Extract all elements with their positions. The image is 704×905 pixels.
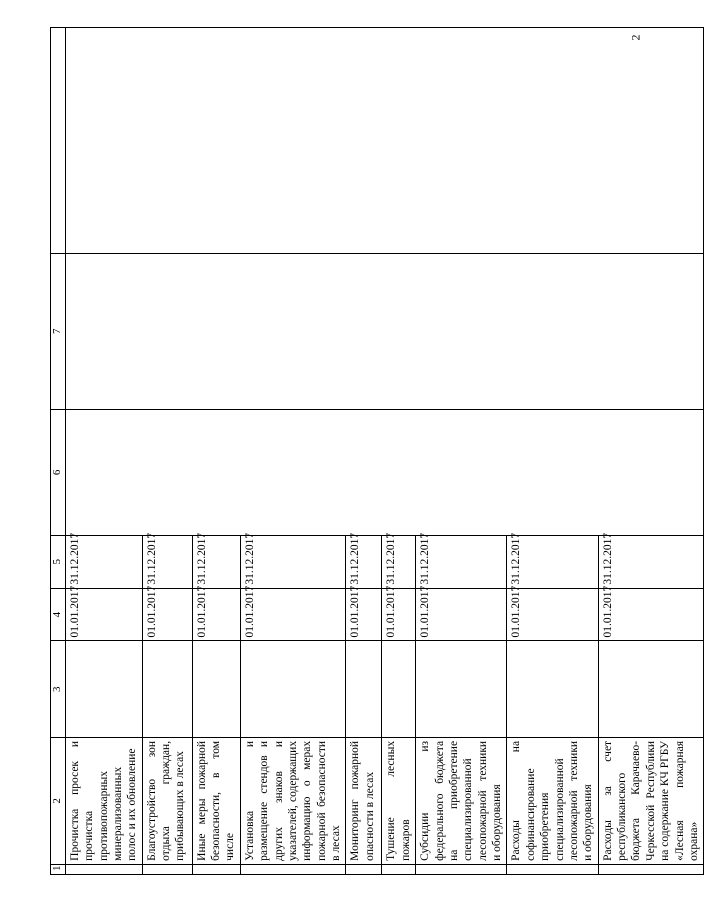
row-number-cell [416, 864, 507, 874]
end-date-cell: 31.12.2017 [192, 535, 240, 588]
row-number-cell [346, 864, 382, 874]
row-number-cell [240, 864, 346, 874]
end-date-cell: 31.12.2017 [416, 535, 507, 588]
table-row [65, 28, 142, 875]
column-header: 4 [51, 588, 66, 641]
start-date-cell: 01.01.2017 [507, 588, 598, 641]
end-date-cell: 31.12.2017 [142, 535, 192, 588]
measure-name-cell: Расходы на софинансирование приобретения специализированной лесопожарной техники и оборудования [507, 737, 598, 864]
end-date-cell: 31.12.2017 [65, 535, 142, 588]
executor-cell [416, 641, 507, 737]
column-header: 2 [51, 737, 66, 864]
page-number: 2 [628, 34, 643, 41]
start-date-cell: 01.01.2017 [416, 588, 507, 641]
executor-cell [142, 641, 192, 737]
rotated-table-container [50, 27, 700, 875]
start-date-cell: 01.01.2017 [65, 588, 142, 641]
measure-name-cell: Расходы за счет республиканского бюджета Карачаево-Черкесской Республики на содержание КЧ РГБУ «Лесная пожарная охрана» [598, 737, 704, 864]
row-number-cell [192, 864, 240, 874]
column-header: 7 [51, 253, 66, 409]
measure-name-cell: Мониторинг пожарной опасности в лесах [346, 737, 382, 864]
measure-name-cell: Иные меры пожарной безопасности, в том числе [192, 737, 240, 864]
start-date-cell: 01.01.2017 [192, 588, 240, 641]
column-6-cell [65, 409, 704, 535]
measure-name-cell: Благоустройство зон отдыха граждан, прибывающих в лесах [142, 737, 192, 864]
executor-cell [598, 641, 704, 737]
column-header: 5 [51, 535, 66, 588]
executor-cell [507, 641, 598, 737]
row-number-cell [382, 864, 416, 874]
column-header: 3 [51, 641, 66, 737]
row-number-cell [598, 864, 704, 874]
column-8-cell [65, 28, 704, 254]
end-date-cell: 31.12.2017 [346, 535, 382, 588]
column-header: 1 [51, 864, 66, 874]
column-header: 6 [51, 409, 66, 535]
header-row [51, 28, 66, 875]
measure-name-cell: Субсидии из федерального бюджета на приобретение специализированной лесопожарной техники и оборудования [416, 737, 507, 864]
measure-name-cell: Прочистка просек и прочистка противопожарных минерализованных полос и их обновление [65, 737, 142, 864]
executor-cell [65, 641, 142, 737]
measure-name-cell: Тушение лесных пожаров [382, 737, 416, 864]
start-date-cell: 01.01.2017 [142, 588, 192, 641]
start-date-cell: 01.01.2017 [240, 588, 346, 641]
end-date-cell: 31.12.2017 [507, 535, 598, 588]
start-date-cell: 01.01.2017 [598, 588, 704, 641]
executor-cell [240, 641, 346, 737]
row-number-cell [507, 864, 598, 874]
column-7-cell [65, 253, 704, 409]
executor-cell [192, 641, 240, 737]
measure-name-cell: Установка и размещение стендов и других знаков и указателей, содержащих информацию о мерах пожарной безопасности в лесах [240, 737, 346, 864]
start-date-cell: 01.01.2017 [346, 588, 382, 641]
end-date-cell: 31.12.2017 [382, 535, 416, 588]
executor-cell [346, 641, 382, 737]
row-number-cell [65, 864, 142, 874]
measures-table [50, 27, 704, 875]
end-date-cell: 31.12.2017 [598, 535, 704, 588]
executor-cell [382, 641, 416, 737]
start-date-cell: 01.01.2017 [382, 588, 416, 641]
column-header [51, 28, 66, 254]
end-date-cell: 31.12.2017 [240, 535, 346, 588]
row-number-cell [142, 864, 192, 874]
